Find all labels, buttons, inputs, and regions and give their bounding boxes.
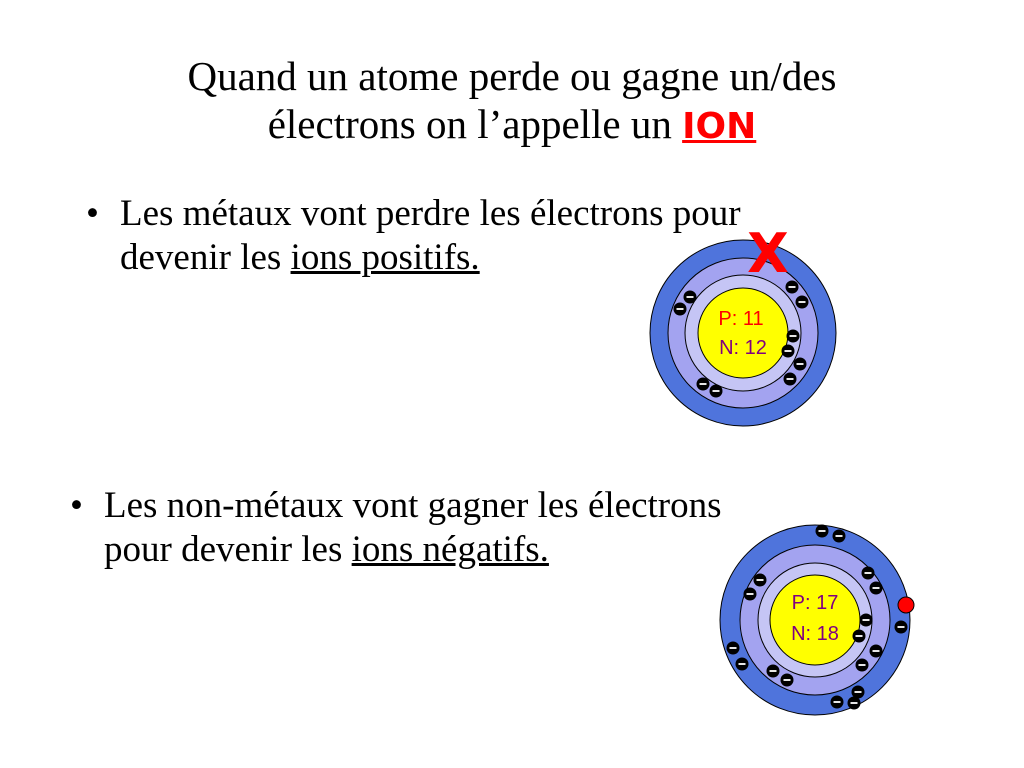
bullet-line-1: Les non-métaux vont gagner les électrons: [104, 485, 722, 526]
cross-mark-icon: X: [747, 222, 789, 285]
proton-count: P: 11: [718, 308, 764, 330]
electron-icon: [727, 642, 740, 655]
bullet-marker: •: [70, 485, 83, 526]
electron-icon: [816, 525, 829, 538]
neutron-count: N: 12: [719, 337, 767, 359]
electron-icon: [744, 588, 757, 601]
electron-icon: [862, 567, 875, 580]
electron-icon: [870, 582, 883, 595]
electron-icon: [856, 659, 869, 672]
electron-icon: [860, 614, 873, 627]
electron-icon: [831, 696, 844, 709]
bullet-line-2-prefix: devenir les: [120, 237, 282, 278]
title-line-2-text: électrons on l’appelle un: [267, 101, 672, 147]
electron-icon: [853, 630, 866, 643]
title-line-1: Quand un atome perde ou gagne un/des: [187, 53, 837, 99]
electron-icon: [895, 621, 908, 634]
bullet-marker: •: [86, 193, 99, 234]
term-negative-ions: ions négatifs.: [351, 529, 549, 570]
bullet-line-2-prefix: pour devenir les: [104, 529, 343, 570]
proton-count: P: 17: [791, 592, 839, 614]
electron-icon: [781, 674, 794, 687]
electron-icon: [870, 645, 883, 658]
electron-icon: [833, 530, 846, 543]
neutron-count: N: 18: [791, 623, 839, 645]
electron-icon: [767, 665, 780, 678]
term-positive-ions: ions positifs.: [290, 237, 480, 278]
added-electron-icon: [898, 597, 914, 613]
electron-icon: [736, 658, 749, 671]
electron-icon: [754, 574, 767, 587]
electron-icon: [848, 697, 861, 710]
bullet-line-1: Les métaux vont perdre les électrons pour: [120, 193, 741, 234]
nucleus: [770, 575, 860, 665]
ion-keyword: ION: [682, 106, 757, 147]
